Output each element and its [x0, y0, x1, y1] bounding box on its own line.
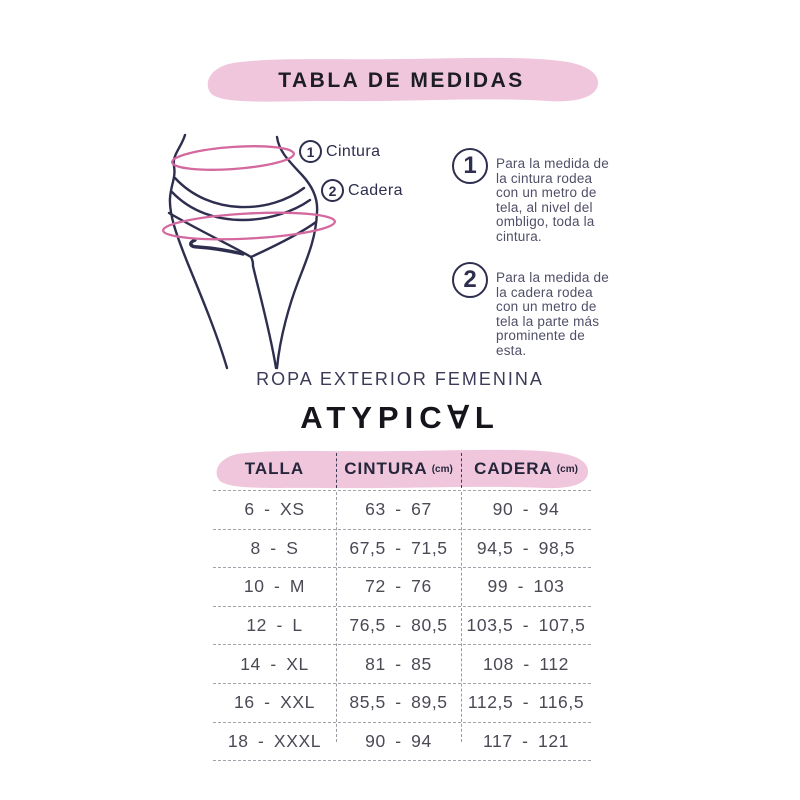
- cell-cadera: 99 - 103: [487, 576, 565, 597]
- cell-cintura: 67,5 - 71,5: [349, 537, 448, 558]
- instruction-line: con un metro de: [496, 299, 597, 315]
- hip-label: Cadera: [348, 181, 403, 199]
- instruction-line: cintura.: [496, 228, 542, 244]
- circled-number-2-icon: 2: [321, 179, 344, 202]
- instruction-1-text: [496, 148, 609, 245]
- cell-cintura: 72 - 76: [365, 576, 432, 597]
- cell-talla: 6 - XS: [244, 499, 305, 520]
- instruction-line: Para la medida de: [496, 156, 609, 171]
- instruction-line: tela la parte más: [496, 313, 600, 329]
- brand-logo: ATYPIC∀L: [300, 400, 500, 435]
- instruction-line: la cintura rodea: [496, 170, 593, 186]
- instruction-line: tela, al nivel del: [496, 199, 593, 215]
- column-header-cadera: [461, 448, 591, 490]
- cell-talla: 16 - XXL: [234, 692, 315, 713]
- table-row: [213, 607, 591, 646]
- cell-cintura: 90 - 94: [365, 730, 432, 751]
- size-table: [213, 448, 591, 761]
- instruction-line: Para la medida de: [496, 270, 609, 285]
- waist-label: Cintura: [326, 142, 381, 160]
- instruction-line: prominente de: [496, 328, 585, 344]
- column-divider: [461, 492, 462, 742]
- title-banner: [203, 56, 600, 105]
- instruction-2: [452, 262, 642, 359]
- instruction-line: ombligo, toda la: [496, 214, 595, 230]
- column-header-unit: (cm): [556, 463, 578, 475]
- cell-cintura: 63 - 67: [365, 499, 432, 520]
- waist-annotation: [299, 140, 380, 163]
- cell-talla: 18 - XXXL: [227, 730, 322, 751]
- column-header-label: TALLA: [244, 459, 305, 478]
- cell-talla: 12 - L: [246, 615, 303, 636]
- page-title: TABLA DE MEDIDAS: [278, 68, 525, 92]
- table-row: [213, 645, 591, 684]
- cell-talla: 10 - M: [243, 576, 306, 597]
- column-header-talla: [213, 448, 336, 490]
- instruction-line: la cadera rodea: [496, 284, 593, 300]
- instruction-1: [452, 148, 642, 245]
- cell-talla: 14 - XL: [240, 653, 309, 674]
- cell-cintura: 76,5 - 80,5: [349, 615, 448, 636]
- table-row: [213, 723, 591, 762]
- cell-cadera: 90 - 94: [492, 499, 560, 520]
- waist-measure-ellipse: [171, 143, 294, 173]
- circled-number-1-icon: 1: [452, 148, 488, 184]
- cell-cadera: 117 - 121: [482, 730, 570, 751]
- cell-cadera: 108 - 112: [482, 653, 570, 674]
- circled-number-2-icon: 2: [452, 262, 488, 298]
- cell-cadera: 112,5 - 116,5: [467, 692, 585, 713]
- column-header-unit: (cm): [431, 463, 453, 475]
- column-header-label: CADERA: [474, 459, 553, 478]
- column-divider: [336, 492, 337, 742]
- cell-cintura: 81 - 85: [365, 653, 432, 674]
- column-header-cintura: [336, 448, 461, 490]
- circled-number-1-icon: 1: [299, 140, 322, 163]
- table-row: [213, 568, 591, 607]
- column-divider-header: [461, 453, 462, 488]
- hip-annotation: [321, 179, 403, 202]
- table-row: [213, 530, 591, 569]
- instruction-2-text: [496, 262, 609, 359]
- size-table-header: [213, 448, 591, 491]
- table-row: [213, 491, 591, 530]
- cell-talla: 8 - S: [250, 537, 299, 558]
- cell-cadera: 94,5 - 98,5: [476, 537, 576, 558]
- column-header-label: CINTURA: [344, 459, 428, 478]
- table-row: [213, 684, 591, 723]
- cell-cintura: 85,5 - 89,5: [349, 692, 448, 713]
- instruction-line: con un metro de: [496, 185, 597, 201]
- cell-cadera: 103,5 - 107,5: [466, 615, 586, 636]
- category-subtitle: ROPA EXTERIOR FEMENINA: [256, 369, 544, 389]
- column-divider-header: [336, 453, 337, 488]
- instruction-line: esta.: [496, 342, 527, 358]
